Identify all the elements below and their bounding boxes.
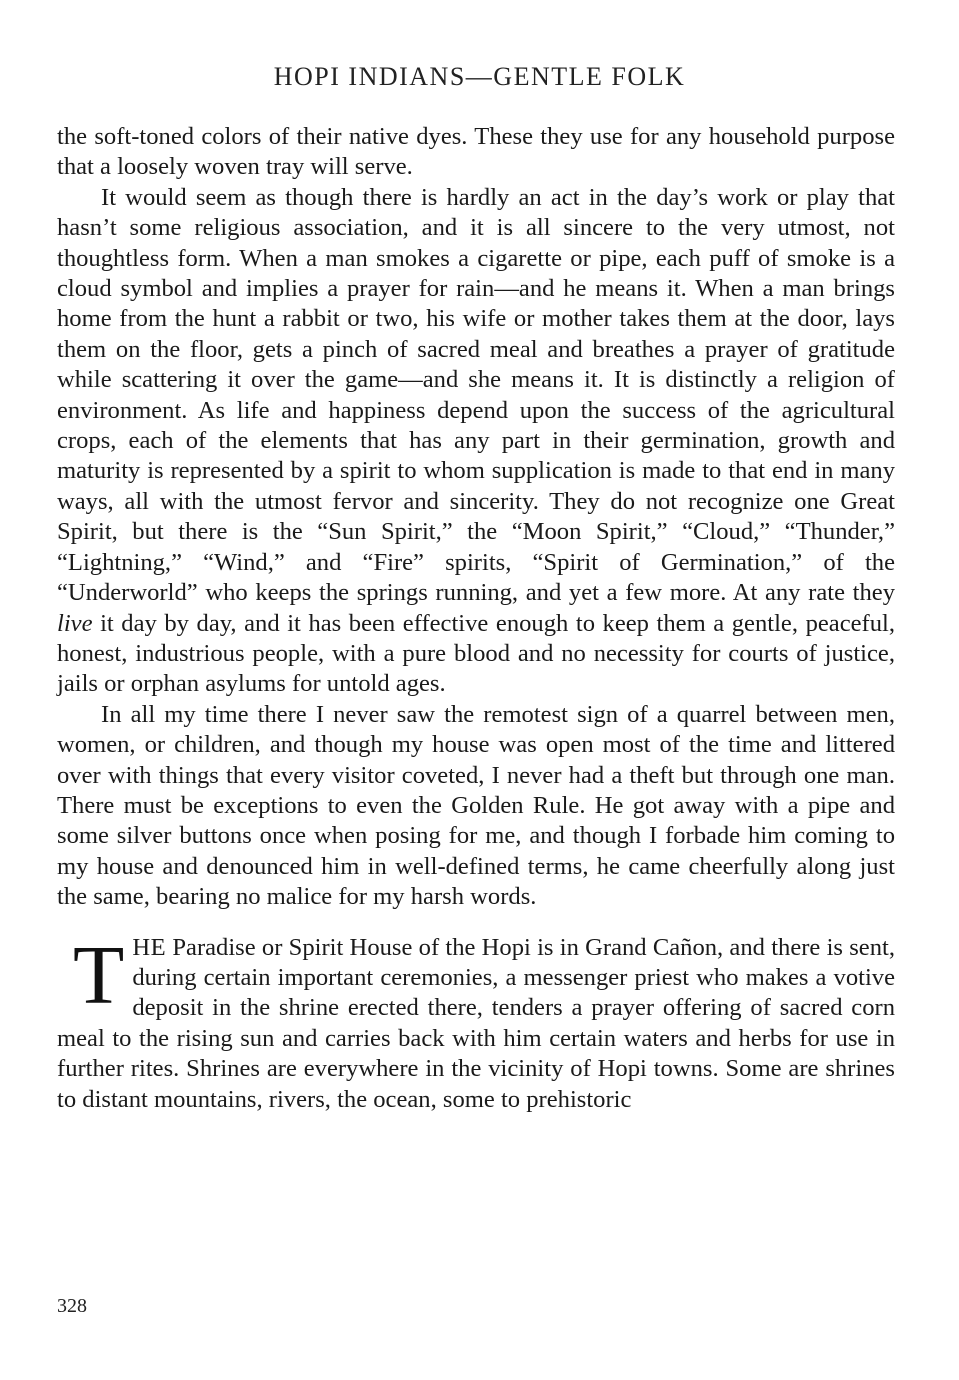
body-text: [57, 122, 895, 1115]
paragraph-3: In all my time there I never saw the remotest sign of a quarrel between men, women, or children, and though my house was open most of the time and littered over with things that every visitor coveted, I never had a theft but through one man. There must be exceptions to even the Golden Rule. He got away with a pipe and some silver buttons once when posing for me, and though I forbade him coming to my house and denounced him in well-defined terms, he came cheerfully along just the same, bearing no malice for my harsh words.: [57, 700, 895, 911]
section-break: [57, 913, 895, 933]
paragraph-4: [57, 928, 895, 1115]
paragraph-4-lead: HE: [132, 933, 167, 961]
italic-word-live: live: [57, 609, 93, 637]
page-number: 328: [57, 1295, 87, 1317]
running-head: HOPI INDIANS—GENTLE FOLK: [273, 62, 686, 91]
paragraph-2-part-a: It would seem as though there is hardly an act in the day’s work or play that hasn’t some religious association, and it is all sincere to the very utmost, not thoughtless form. When a man smokes a cigarette or pipe, each puff of smoke is a cloud symbol and implies a prayer for rain—and he means it. When a man brings home from the hunt a rabbit or two, his wife or mother takes them at the door, lays them on the floor, gets a pinch of sacred meal and breathes a prayer of gratitude while scattering it over the game—and she means it. It is distinctly a religion of environment. As life and happiness depend upon the success of the agricultural crops, each of the elements that has any part in their germination, growth and maturity is represented by a spirit to whom supplication is made to that end in many ways, all with the utmost fervor and sincerity. They do not recognize one Great Spirit, but there is the “Sun Spirit,” the “Moon Spirit,” “Cloud,” “Thunder,” “Lightning,” “Wind,” and “Fire” spirits, “Spirit of Germination,” of the “Underworld” who keeps the springs running, and yet a few more. At any rate they: [57, 183, 895, 607]
paragraph-2-part-b: it day by day, and it has been effective enough to keep them a gentle, peaceful, honest, industrious people, with a pure blood and no necessity for courts of justice, jails or orphan asylums for untold ages.: [57, 609, 895, 698]
paragraph-2: [57, 183, 895, 700]
paragraph-4-text: Paradise or Spirit House of the Hopi is in Grand Cañon, and there is sent, during certain important ceremonies, a messenger priest who makes a votive deposit in the shrine erected there, tenders a prayer offering of sacred corn meal to the rising sun and carries back with him certain waters and herbs for use in further rites. Shrines are everywhere in the vicinity of Hopi towns. Some are shrines to distant mountains, rivers, the ocean, some to prehistoric: [57, 933, 895, 1113]
drop-cap-letter: T: [73, 928, 125, 1022]
paragraph-1: the soft-toned colors of their native dyes. These they use for any household purpose that a loosely woven tray will serve.: [57, 123, 895, 181]
